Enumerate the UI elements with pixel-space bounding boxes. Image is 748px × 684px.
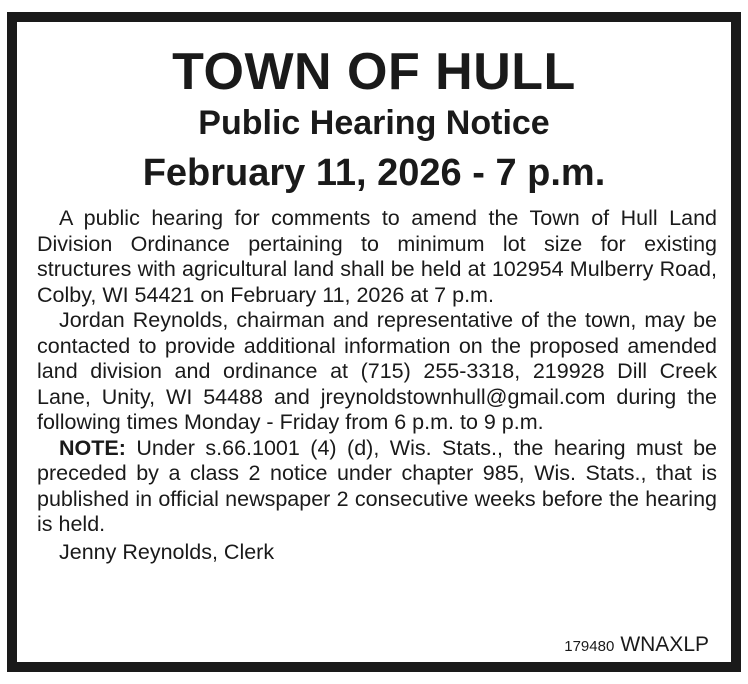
notice-body xyxy=(37,206,717,565)
clerk-signature: Jenny Reynolds, Clerk xyxy=(59,539,275,564)
publication-code: WNAXLP xyxy=(620,633,709,656)
hearing-paragraph: A public hearing for comments to amend the Town of Hull Land Division Ordinance pertaining to minimum lot size for existing structures with agricultural land shall be held at 102954 Mulberry Road, Colby, WI 54421 on February 11, 2026 at 7 p.m. xyxy=(37,206,717,307)
note-label: NOTE: xyxy=(59,435,126,460)
ad-number: 179480 xyxy=(564,638,615,655)
notice-subheading: Public Hearing Notice xyxy=(198,104,550,142)
note-text: Under s.66.1001 (4) (d), Wis. Stats., the hearing must be preceded by a class 2 notice under chapter 985, Wis. Stats., that is published in official newspaper 2 consecutive weeks before the hearing is held. xyxy=(37,435,717,536)
publication-footer xyxy=(564,632,709,660)
notice-heading: TOWN OF HULL xyxy=(172,43,576,101)
hearing-date: February 11, 2026 - 7 p.m. xyxy=(142,152,606,194)
notice-frame xyxy=(7,12,741,672)
note-paragraph xyxy=(37,436,717,538)
contact-paragraph: Jordan Reynolds, chairman and representative of the town, may be contacted to provide additional information on the proposed amended land division and ordinance at (715) 255-3318, 219928 Dill Creek Lane, Unity, WI 54488 and jreynoldstownhull@gmail.com during the following times Monday - Friday from 6 p.m. to 9 p.m. xyxy=(37,308,717,434)
